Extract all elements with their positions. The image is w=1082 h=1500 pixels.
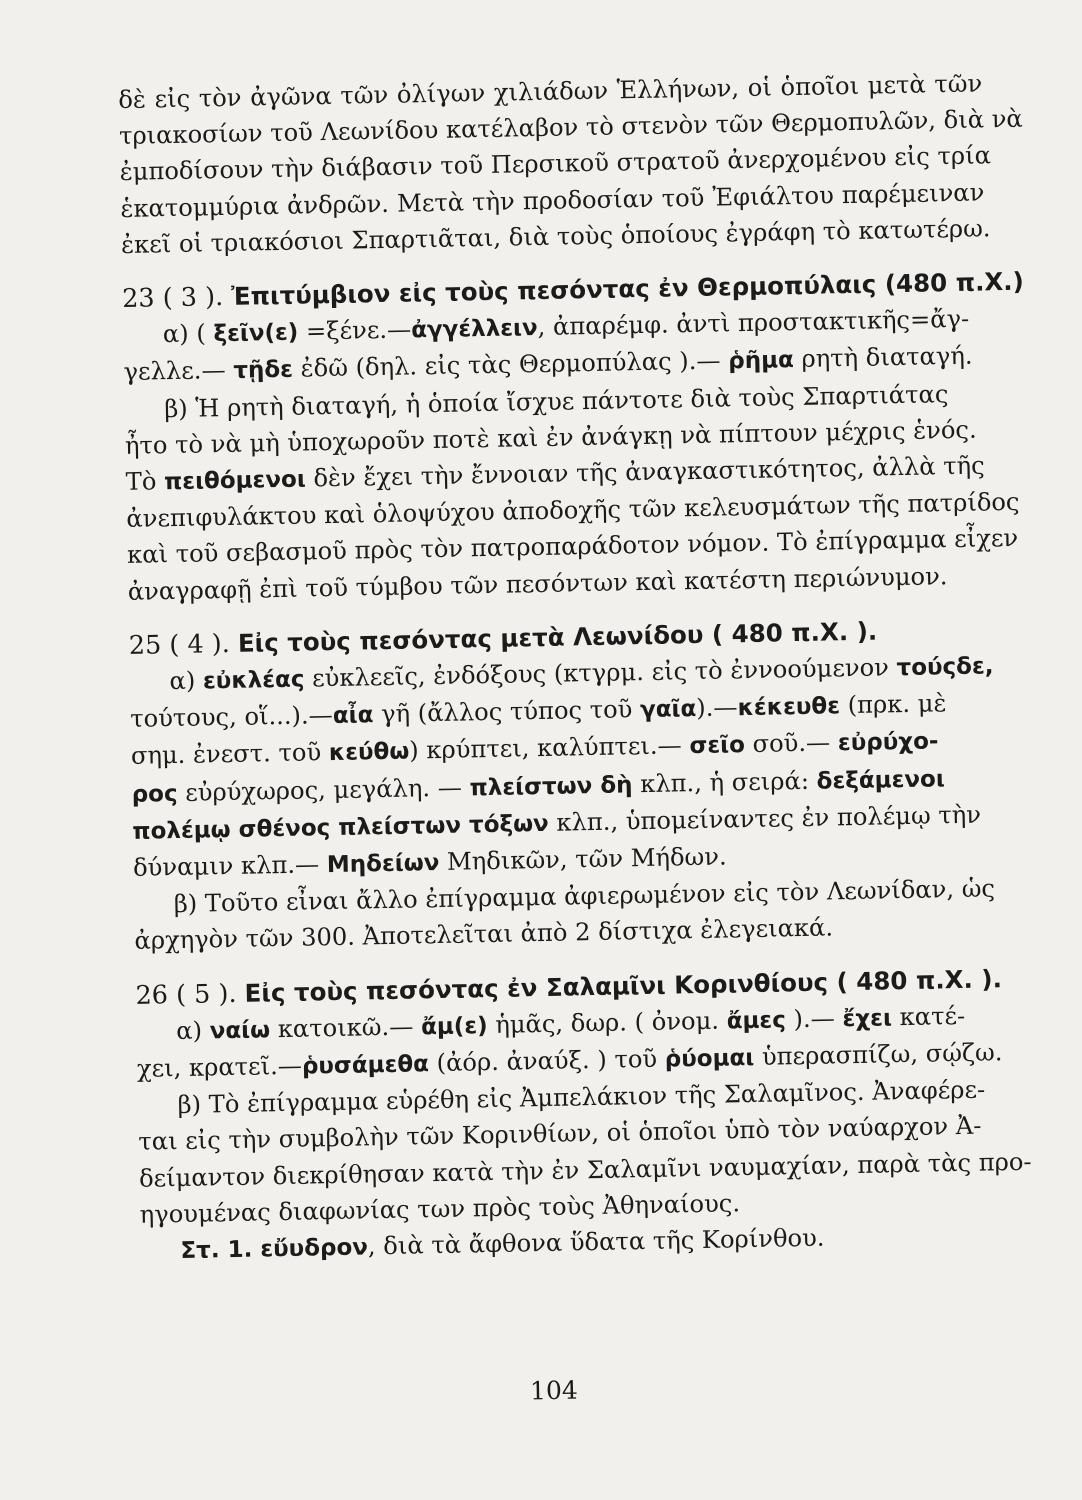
text-run: σοῦ.— [744,728,839,759]
lemma: δεξάμενοι [816,765,946,795]
lemma: Στ. 1. εὔυδρον [180,1234,369,1265]
text-run: κατέ- [891,1001,966,1032]
text-run: κλπ., ἡ σειρά: [632,766,817,798]
page-number: 104 [529,1375,578,1406]
text-run: γῆ (ἄλλος τύπος τοῦ [373,695,641,729]
section-title: Ἐπιτύμβιον εἰς τοὺς πεσόντας ἐν Θερμοπύλαις (480 π.Χ.) [230,266,1025,311]
lemma: ρος [131,780,178,808]
lemma: σεῖο [689,732,746,760]
text-run: εὐκλεεῖς, ἐνδόξους (κτγρμ. εἰς τὸ ἐννοούμενον [304,653,897,693]
text-line: τριακοσίων τοῦ Λεωνίδου κατέλαβον τὸ στενὸν τῶν Θερμοπυλῶν, διὰ νὰ [118,104,1023,151]
lemma: Μηδείων [326,850,440,879]
lemma: ἀγγέλλειν [410,315,538,344]
page-text [118,65,1032,1270]
lemma: πειθόμενοι [163,466,307,496]
lemma: ῥυσάμεθα [301,1051,430,1080]
section-number: 26 ( 5 ). [135,978,237,1011]
text-run: Τὸ [125,467,165,496]
lemma: τῇδε [233,357,294,385]
text-line: β) Ἡ ρητὴ διαταγή, ἡ ὁποία ἴσχυε πάντοτε διὰ τοὺς Σπαρτιάτας [164,379,949,423]
text-run: Μηδικῶν, τῶν Μήδων. [439,842,727,877]
text-run: σημ. ἐνεστ. τοῦ [130,738,330,771]
text-run: (πρκ. μὲ [839,689,947,720]
text-run: ἡμᾶς, δωρ. ( ὀνομ. [487,1006,727,1039]
text-line: ται εἰς τὴν συμβολὴν τῶν Κορινθίων, οἱ ὁποῖοι ὑπὸ τὸν ναύαρχον Ἀ- [138,1112,982,1157]
lemma: ῥύομαι [664,1045,755,1073]
text-run: ὑπερασπίζω, σῴζω. [753,1038,1003,1072]
text-run: α) [175,1016,210,1045]
text-line: δείμαντον διεκρίθησαν κατὰ τὴν ἐν Σαλαμῖνι ναυμαχίαν, παρὰ τὰς προ- [138,1147,1032,1193]
lemma: κέκευθε [737,693,841,722]
text-run: ).— [785,1004,843,1034]
text-run: εὐρύχωρος, μεγάλη. — [177,773,470,807]
text-run: , διὰ τὰ ἄφθονα ὕδατα τῆς Κορίνθου. [367,1223,825,1261]
text-run: χει, κρατεῖ.— [136,1051,303,1083]
text-line: ἀνεπιφυλάκτου καὶ ὁλοψύχου ἀποδοχῆς τῶν κελευσμάτων τῆς πατρίδος [126,488,1020,534]
text-run: , ἀπαρέμφ. ἀντὶ προστακτικῆς=ἄγ- [537,304,970,342]
text-line: ἐμποδίσουν τὴν διάβασιν τοῦ Περσικοῦ στρατοῦ ἀνερχομένου εἰς τρία [119,141,992,187]
lemma: ξεῖν(ε) [213,319,299,348]
text-run: (ἀόρ. ἀναύξ. ) τοῦ [428,1044,666,1078]
section-title: Εἰς τοὺς πεσόντας μετὰ Λεωνίδου ( 480 π.Χ. ). [237,616,878,658]
text-line: ηγουμένας διαφωνίας των πρὸς τοὺς Ἀθηναίους. [139,1189,741,1229]
lemma: κεύθω [328,738,410,767]
text-run: ρητὴ διαταγή. [793,342,973,374]
text-line: β) Τοῦτο εἶναι ἄλλο ἐπίγραμμα ἀφιερωμένον εἰς τὸν Λεωνίδαν, ὡς [173,874,996,919]
lemma: ναίω [209,1017,271,1045]
text-line: ἐκεῖ οἱ τριακόσιοι Σπαρτιᾶται, διὰ τοὺς ὁποίους ἐγράφη τὸ κατωτέρω. [120,214,991,259]
text-line: β) Τὸ ἐπίγραμμα εὑρέθη εἰς Ἀμπελάκιον τῆς Σαλαμῖνος. Ἀναφέρε- [177,1075,986,1120]
lemma: εὐκλέας [202,666,305,695]
lemma: πλείστων δὴ [469,771,633,802]
text-line: ἑκατομμύρια ἀνδρῶν. Μετὰ τὴν προδοσίαν τοῦ Ἐφιάλτου παρέμειναν [120,178,985,223]
text-run: =ξένε.— [298,315,412,346]
text-line: ἀναγραφῇ ἐπὶ τοῦ τύμβου τῶν πεσόντων καὶ κατέστη περιώνυμον. [127,561,948,606]
text-run: τούτους, οἵ...).— [129,701,334,734]
text-run: α) [169,666,204,696]
text-run: ἐδῶ (δηλ. εἰς τὰς Θερμοπύλας ).— [292,346,729,384]
text-line: ἦτο τὸ νὰ μὴ ὑποχωροῦν ποτὲ καὶ ἐν ἀνάγκῃ νὰ πίπτουν μέχρις ἑνός. [124,415,977,460]
text-line: καὶ τοῦ σεβασμοῦ πρὸς τὸν πατροπαράδοτον νόμον. Τὸ ἐπίγραμμα εἶχεν [126,524,1019,570]
text-line: δὲ εἰς τὸν ἀγῶνα τῶν ὀλίγων χιλιάδων Ἑλλήνων, οἱ ὁποῖοι μετὰ τῶν [118,69,983,114]
text-line: ἀρχηγὸν τῶν 300. Ἀποτελεῖται ἀπὸ 2 δίστιχα ἐλεγειακά. [134,913,834,956]
text-run: δὲν ἔχει τὴν ἔννοιαν τῆς ἀναγκαστικότητος, ἀλλὰ τῆς [305,451,985,493]
text-run: κατοικῶ.— [269,1012,422,1044]
lemma: πολέμῳ σθένος πλείστων τόξων [132,810,549,845]
section-number: 23 ( 3 ). [121,282,224,314]
lemma: ῥῆμα [728,347,795,375]
lemma: αἶα [332,702,374,730]
section-title: Εἰς τοὺς πεσόντας ἐν Σαλαμῖνι Κορινθίους ( 480 π.Χ. ). [244,963,1003,1008]
text-run: δύναμιν κλπ.— [132,850,328,882]
text-run: κλπ., ὑπομείναντες ἐν πολέμῳ τὴν [548,800,982,837]
lemma: ἔχει [842,1005,893,1033]
text-run: γελλε.— [123,356,234,387]
lemma: γαῖα [639,696,697,724]
lemma: ἄμ(ε) [420,1012,488,1041]
lemma: τούςδε, [896,653,994,682]
text-run: ).— [696,693,738,723]
lemma: ἄμες [726,1007,787,1035]
section-number: 25 ( 4 ). [128,628,231,661]
text-run: α) ( [162,319,207,349]
text-run: ) κρύπτει, καλύπτει.— [409,731,690,765]
lemma: εὐρύχο- [837,728,939,757]
